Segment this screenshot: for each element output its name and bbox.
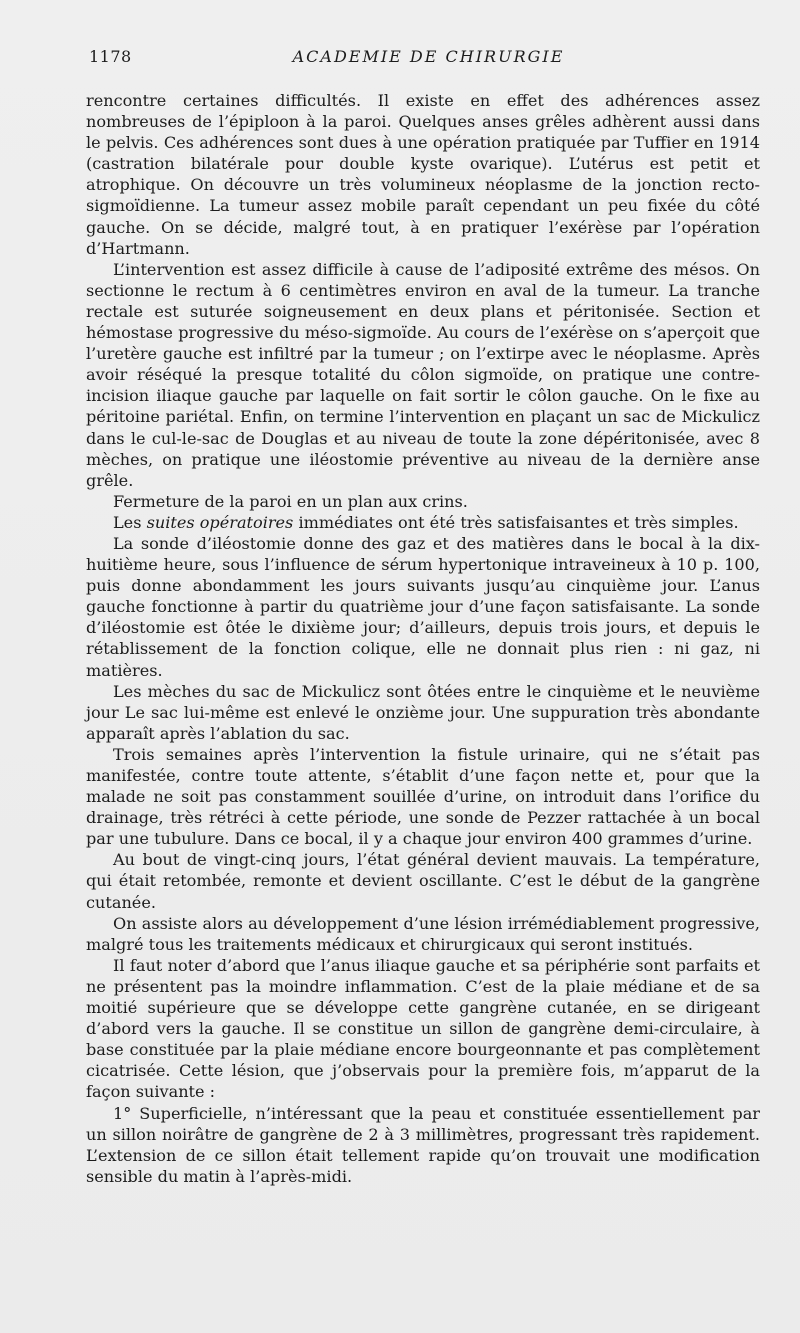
- page-number: 1178: [89, 47, 132, 66]
- paragraph-progressive-lesion: On assiste alors au développement d’une lésion irrémédiablement progressive, malgré tous les traitements médicaux et chirurgicaux qui seront institués.: [86, 913, 760, 954]
- paragraph-intervention: L’intervention est assez difficile à cause de l’adiposité extrême des mésos. On sectionne le rectum à 6 centimètres environ en aval de la tumeur. La tranche rectale est suturée soigneusement en deux plans et péritonisée. Section et hémostase progressive du méso-sigmoïde. Au cours de l’exérèse on s’aperçoit que l’uretère gauche est infiltré par la tumeur ; on l’extirpe avec le néoplasme. Après avoir réséqué la presque totalité du côlon sigmoïde, on pratique une contre-incision iliaque gauche par laquelle on fait sortir le côlon gauche. On le fixe au péritoine pariétal. Enfin, on termine l’intervention en plaçant un sac de Mickulicz dans le cul-le-sac de Douglas et au niveau de toute la zone dépéritonisée, avec 8 mèches, on pratique une iléostomie préventive au niveau de la dernière anse grêle.: [86, 259, 760, 490]
- paragraph-general-state: Au bout de vingt-cinq jours, l’état général devient mauvais. La température, qui était retombée, remonte et devient oscillante. C’est le début de la gangrène cutanée.: [86, 850, 760, 912]
- journal-title: ACADEMIE DE CHIRURGIE: [292, 47, 565, 66]
- paragraph-suites: [86, 512, 760, 533]
- body-text: [86, 90, 760, 1187]
- paragraph-superficial: 1° Superficielle, n’intéressant que la peau et constituée essentiellement par un sillon noirâtre de gangrène de 2 à 3 millimètres, progressant très rapidement. L’extension de ce sillon était tellement rapide qu’on trouvait une modification sensible du matin à l’après-midi.: [86, 1103, 760, 1186]
- paragraph-mickulicz: Les mèches du sac de Mickulicz sont ôtées entre le cinquième et le neuvième jour Le sac lui-même est enlevé le onzième jour. Une suppuration très abondante apparaît après l’ablation du sac.: [86, 681, 760, 743]
- paragraph-closure: Fermeture de la paroi en un plan aux crins.: [113, 491, 468, 511]
- suites-italic: suites opératoires: [146, 512, 294, 532]
- suites-before: Les: [113, 512, 147, 532]
- paragraph-continued: rencontre certaines difficultés. Il existe en effet des adhérences assez nombreuses de l’épiploon à la paroi. Quelques anses grêles adhèrent aussi dans le pelvis. Ces adhérences sont dues à une opération pratiquée par Tuffier en 1914 (castration bilatérale pour double kyste ovarique). L’utérus est petit et atrophique. On découvre un très volumineux néoplasme de la jonction recto-sigmoïdienne. La tumeur assez mobile paraît cependant un peu fixée du côté gauche. On se décide, malgré tout, à en pratiquer l’exérèse par l’opération d’Hartmann.: [86, 91, 760, 258]
- running-head: [87, 47, 760, 71]
- paragraph-urinary-fistula: Trois semaines après l’intervention la fistule urinaire, qui ne s’était pas manifestée, contre toute attente, s’établit d’une façon nette et, pour que la malade ne soit pas constamment souillée d’urine, on introduit dans l’orifice du drainage, très rétréci à cette période, une sonde de Pezzer rattachée à un bocal par une tubulure. Dans ce bocal, il y a chaque jour environ 400 grammes d’urine.: [86, 744, 760, 849]
- suites-after: immédiates ont été très satisfaisantes et très simples.: [293, 512, 739, 532]
- paragraph-gangrene: Il faut noter d’abord que l’anus iliaque gauche et sa périphérie sont parfaits et ne présentent pas la moindre inflammation. C’est de la plaie médiane et de sa moitié supérieure que se développe cette gangrène cutanée, en se dirigeant d’abord vers la gauche. Il se constitue un sillon de gangrène demi-circulaire, à base constituée par la plaie médiane encore bourgeonnante et pas complètement cicatrisée. Cette lésion, que j’observais pour la première fois, m’apparut de la façon suivante :: [86, 955, 760, 1102]
- paragraph-ileostomy: La sonde d’iléostomie donne des gaz et des matières dans le bocal à la dix-huitième heure, sous l’influence de sérum hypertonique intraveineux à 10 p. 100, puis donne abondamment les jours suivants jusqu’au cinquième jour. L’anus gauche fonctionne à partir du quatrième jour d’une façon satisfaisante. La sonde d’iléostomie est ôtée le dixième jour; d’ailleurs, depuis trois jours, et depuis le rétablissement de la fonction colique, elle ne donnait plus rien : ni gaz, ni matières.: [86, 533, 760, 680]
